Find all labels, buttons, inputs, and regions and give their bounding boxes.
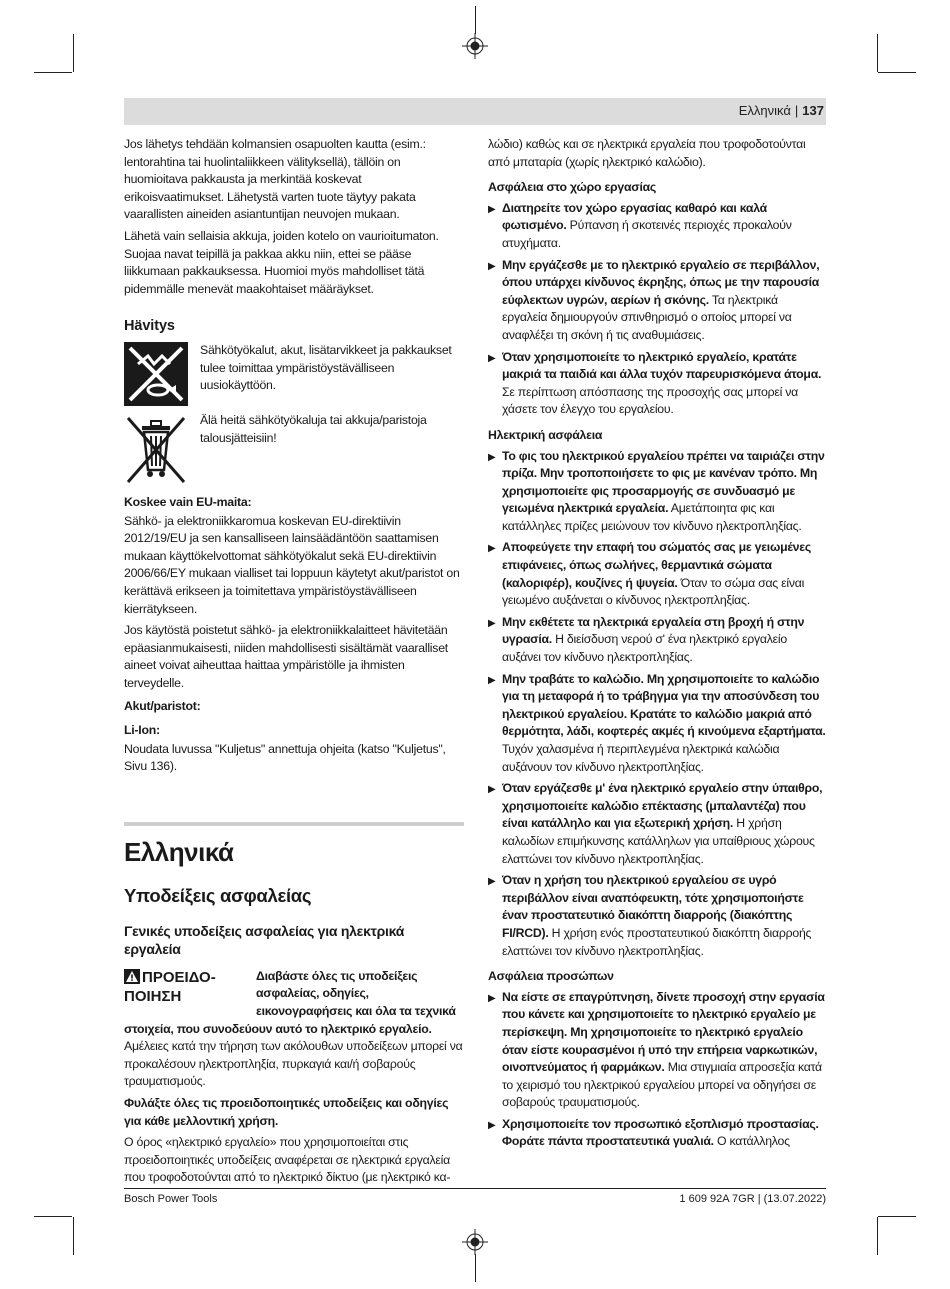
safety-instructions-title: Υποδείξεις ασφαλείας: [124, 884, 312, 906]
section-heading: Ασφάλεια προσώπων: [488, 969, 614, 984]
crop-mark-tr-h: [878, 72, 916, 73]
bullet-rest-text: Όταν το σώμα σας είναι γειωμένο αυξάνεται ο κίνδυνος ηλεκτροπληξίας.: [502, 575, 805, 608]
greek-language-title: Ελληνικά: [124, 836, 234, 867]
registration-mark-top-icon: [462, 33, 488, 59]
safety-bullet: [488, 539, 826, 609]
bullet-triangle-icon: ▶: [488, 1119, 496, 1131]
crop-mark-bottom-center: [475, 1254, 476, 1282]
crop-mark-br-v: [877, 1217, 878, 1255]
bullet-triangle-icon: ▶: [488, 876, 496, 888]
bullet-rest-text: Τυχόν χαλασμένα ή περιπλεγμένα ηλεκτρικά καλώδια αυξάνουν τον κίνδυνο ηλεκτροπληξίας.: [502, 742, 780, 774]
bullet-bold-text: Αποφεύγετε την επαφή του σώματός σας με γειωμένες επιφάνειες, όπως σωλήνες, θερμαντικά σώματα (καλοριφέρ), κουζίνες ή ψυγεία.: [502, 540, 811, 590]
disposal-recycle-row: [124, 342, 464, 406]
bullet-rest-text: Η χρήση ενός προστατευτικού διακόπτη διαρροής ελαττώνει τον κίνδυνο ηλεκτροπληξίας.: [502, 925, 812, 958]
bullet-triangle-icon: ▶: [488, 617, 496, 629]
keep-instructions: Φυλάξτε όλες τις προειδοποιητικές υποδείξεις και οδηγίες για κάθε μελλοντική χρήση.: [124, 1096, 449, 1128]
bullet-rest-text: Αμετάποιητα φις και κατάλληλες πρίζες μειώνουν τον κίνδυνο ηλεκτροπληξίας.: [502, 501, 802, 533]
safety-bullet: [488, 780, 826, 868]
right-column: [488, 136, 826, 1155]
disposal-bin-row: [124, 412, 464, 484]
footer-doc-id: 1 609 92A 7GR | (13.07.2022): [679, 1193, 826, 1205]
crop-mark-tl-h: [34, 72, 72, 73]
disposal-recycle-text: Sähkötyökalut, akut, lisätarvikkeet ja pakkaukset tulee toimittaa ympäristöystävälliseen uusiokäyttöön.: [200, 342, 452, 393]
transport-paragraph-2: Lähetä vain sellaisia akkuja, joiden kotelo on vaurioitumaton. Suojaa navat teipillä ja pakkaa akku niin, ettei se pääse liikkumaan pakkauksessa. Huomioi myös mahdolliset tätä pidemmälle menevät maakohtaiset määräykset.: [124, 228, 439, 296]
bullet-triangle-icon: ▶: [488, 992, 496, 1004]
safety-bullet: [488, 872, 826, 960]
header-text: [739, 103, 826, 118]
eu-heading: Koskee vain EU-maita:: [124, 494, 252, 509]
safety-bullet: [488, 448, 826, 536]
bullet-bold-text: Μην τραβάτε το καλώδιο. Μη χρησιμοποιείτε το καλώδιο για τη μεταφορά ή το τράβηγμα για την αποσύνδεση του ηλεκτρικού εργαλείου. Κρατάτε το καλώδιο μακριά από θερμότητα, λάδι, κοφτερές ακμές ή κινούμενα εξαρτήματα.: [502, 671, 826, 739]
section-heading: Ασφάλεια στο χώρο εργασίας: [488, 180, 657, 195]
safety-bullet: [488, 989, 826, 1112]
bullet-triangle-icon: ▶: [488, 543, 496, 555]
warning-triangle-icon: [124, 969, 140, 984]
header-separator: |: [794, 103, 799, 118]
bullet-bold-text: Όταν χρησιμοποιείτε το ηλεκτρικό εργαλείο, κρατάτε μακριά τα παιδιά και άλλα τυχόν παρευρισκόμενα άτομα.: [502, 349, 822, 382]
page-number: 137: [802, 103, 824, 118]
warning-bold-text: Διαβάστε όλες τις υποδείξεις ασφαλείας, οδηγίες, εικονογραφήσεις και όλα τα τεχνικά στοιχεία, που συνοδεύουν αυτό το ηλεκτρικό εργαλείο.: [124, 968, 456, 1036]
eu-paragraph-2: Jos käytöstä poistetut sähkö- ja elektroniikkalaitteet hävitetään epäasianmukaisesti, niiden mahdollisesti sisältämät vaaralliset aineet voivat aiheuttaa haittaa ympäristölle ja ihmisten terveydelle.: [124, 623, 448, 690]
bullet-rest-text: Ο κατάλληλος: [713, 1134, 790, 1149]
crop-mark-bl-h: [34, 1216, 72, 1217]
safety-bullet: [488, 200, 826, 253]
warning-label: [124, 968, 248, 1006]
crop-mark-tl-v: [73, 34, 74, 72]
header-language: Ελληνικά: [738, 103, 791, 118]
warning-rest-text: Αμέλειες κατά την τήρηση των ακόλουθων υποδείξεων μπορεί να προκαλέσουν ηλεκτροπληξία, πυρκαγιά και/ή σοβαρούς τραυματισμούς.: [124, 1039, 463, 1089]
term-continuation: λώδιο) καθώς και σε ηλεκτρικά εργαλεία που τροφοδοτούνται από μπαταρία (χωρίς ηλεκτρικό καλώδιο).: [488, 137, 806, 169]
crop-mark-tr-v: [877, 34, 878, 72]
bullet-bold-text: Όταν η χρήση του ηλεκτρικού εργαλείου σε υγρό περιβάλλον είναι αναπόφευκτη, τότε χρησιμοποιήστε έναν προστατευτικό διακόπτη διαρροής (διακόπτης FI/RCD).: [502, 873, 804, 940]
bullet-rest-text: Ρύπανση ή σκοτεινές περιοχές προκαλούν ατυχήματα.: [502, 218, 792, 250]
safety-sections: [488, 179, 826, 1151]
bullet-bold-text: Όταν εργάζεσθε μ' ένα ηλεκτρικό εργαλείο στην ύπαιθρο, χρησιμοποιείτε καλώδιο επέκτασης (μπαλαντέζα) που είναι κατάλληλο και για εξωτερική χρήση.: [502, 781, 823, 831]
left-column: [124, 136, 464, 1191]
language-divider: [124, 822, 464, 826]
section-heading: Ηλεκτρική ασφάλεια: [488, 427, 603, 442]
registration-mark-bottom-icon: [462, 1229, 488, 1255]
bullet-rest-text: Τα ηλεκτρικά εργαλεία δημιουργούν σπινθηρισμό ο οποίος μπορεί να αναφλέξει τη σκόνη ή τις αναθυμιάσεις.: [502, 292, 792, 342]
bullet-bold-text: Χρησιμοποιείτε τον προσωπικό εξοπλισμό προστασίας. Φοράτε πάντα προστατευτικά γυαλιά.: [502, 1116, 819, 1149]
eu-paragraph-1: Sähkö- ja elektroniikkaromua koskevan EU-direktiivin 2012/19/EU ja sen kansalliseen lainsäädäntöön saattamisen mukaan käyttökelvottomat sähkötyökalut sekä EU-direktiivin 2006/66/EY mukaan vialliset tai loppuun käytetyt akut/paristot on kerättävä erikseen ja toimitettava ympäristöystävälliseen kierrätykseen.: [124, 513, 460, 616]
bullet-bold-text: Μην εκθέτετε τα ηλεκτρικά εργαλεία στη βροχή ή στην υγρασία.: [502, 614, 805, 647]
transport-paragraph-1: Jos lähetys tehdään kolmansien osapuolten kautta (esim.: lentorahtina tai huolintaliikkeen välityksellä), tällöin on huomioitava pakkausta ja merkintää koskevat erikoisvaatimukset. Lähetystä varten tuote täytyy pakata vaarallisten aineiden asiantuntijan neuvojen mukaan.: [124, 137, 426, 222]
safety-bullet: [488, 1116, 826, 1151]
safety-bullet: [488, 257, 826, 345]
liion-paragraph: Noudata luvussa "Kuljetus" annettuja ohjeita (katso "Kuljetus", Sivu 136).: [124, 741, 446, 774]
safety-bullet: [488, 614, 826, 667]
general-safety-title: Γενικές υποδείξεις ασφαλείας για ηλεκτρικά εργαλεία: [124, 922, 405, 957]
section-title-havitys: Hävitys: [124, 318, 175, 335]
crop-mark-bl-v: [73, 1217, 74, 1255]
footer-brand: Bosch Power Tools: [124, 1193, 218, 1205]
bullet-triangle-icon: ▶: [488, 674, 496, 686]
footer-rule: [124, 1188, 826, 1189]
no-fish-disposal-icon: [124, 342, 188, 406]
warning-label-text: ΠΡΟΕΙΔΟ-ΠΟΙΗΣΗ: [124, 968, 216, 1005]
liion-heading: Li-Ion:: [124, 723, 160, 738]
page-header: [124, 98, 826, 125]
akut-heading: Akut/paristot:: [124, 699, 201, 714]
warning-block: [124, 968, 464, 1095]
crossed-bin-icon: [124, 412, 188, 484]
safety-bullet: [488, 349, 826, 419]
crop-mark-br-h: [878, 1216, 916, 1217]
bullet-bold-text: Να είστε σε επαγρύπνηση, δίνετε προσοχή στην εργασία που κάνετε και χρησιμοποιείτε το ηλεκτρικό εργαλείο με περίσκεψη. Μη χρησιμοποιείτε το ηλεκτρικό εργαλείο όταν είστε κουρασμένοι ή υπό την επήρεια ναρκωτικών, οινοπνεύματος ή φαρμάκων.: [502, 989, 825, 1075]
disposal-bin-text: Älä heitä sähkötyökaluja tai akkuja/paristoja talousjätteisiin!: [200, 412, 427, 445]
bullet-rest-text: Η χρήση καλωδίων επιμήκυνσης κατάλληλων για υπαίθριους χώρους ελαττώνει τον κίνδυνο ηλεκτροπληξίας.: [502, 816, 815, 866]
bullet-rest-text: Σε περίπτωση απόσπασης της προσοχής σας μπορεί να χάσετε τον έλεγχο του εργαλείου.: [502, 384, 799, 417]
safety-bullet: [488, 671, 826, 777]
bullet-bold-text: Το φις του ηλεκτρικού εργαλείου πρέπει να ταιριάζει στην πρίζα. Μην τροποποιήσετε το φις με κανέναν τρόπο. Μη χρησιμοποιείτε φις προσαρμογής σε συνδυασμό με γειωμένα ηλεκτρικά εργαλεία.: [502, 448, 825, 516]
bullet-bold-text: Διατηρείτε τον χώρο εργασίας καθαρό και καλά φωτισμένο.: [502, 200, 767, 233]
bullet-triangle-icon: ▶: [488, 784, 496, 796]
bullet-rest-text: Μια στιγμιαία απροσεξία κατά το χειρισμό του ηλεκτρικού εργαλείου μπορεί να οδηγήσει σε σοβαρούς τραυματισμούς.: [502, 1060, 822, 1110]
bullet-triangle-icon: ▶: [488, 260, 496, 272]
bullet-rest-text: Η διείσδυση νερού σ' ένα ηλεκτρικό εργαλείο αυξάνει τον κίνδυνο ηλεκτροπληξίας.: [502, 632, 787, 665]
bullet-triangle-icon: ▶: [488, 203, 496, 215]
crop-mark-top-center: [475, 6, 476, 34]
bullet-bold-text: Μην εργάζεσθε με το ηλεκτρικό εργαλείο σε περιβάλλον, όπου υπάρχει κίνδυνος έκρηξης, όπως με την παρουσία εύφλεκτων υγρών, αερίων ή σκόνης.: [502, 257, 820, 307]
bullet-triangle-icon: ▶: [488, 352, 496, 364]
bullet-triangle-icon: ▶: [488, 451, 496, 463]
term-paragraph: Ο όρος «ηλεκτρικό εργαλείο» που χρησιμοποιείται στις προειδοποιητικές υποδείξεις αναφέρεται σε ηλεκτρικά εργαλεία που τροφοδοτούνται από το ηλεκτρικό δίκτυο (με ηλεκτρικό κα-: [124, 1135, 451, 1185]
